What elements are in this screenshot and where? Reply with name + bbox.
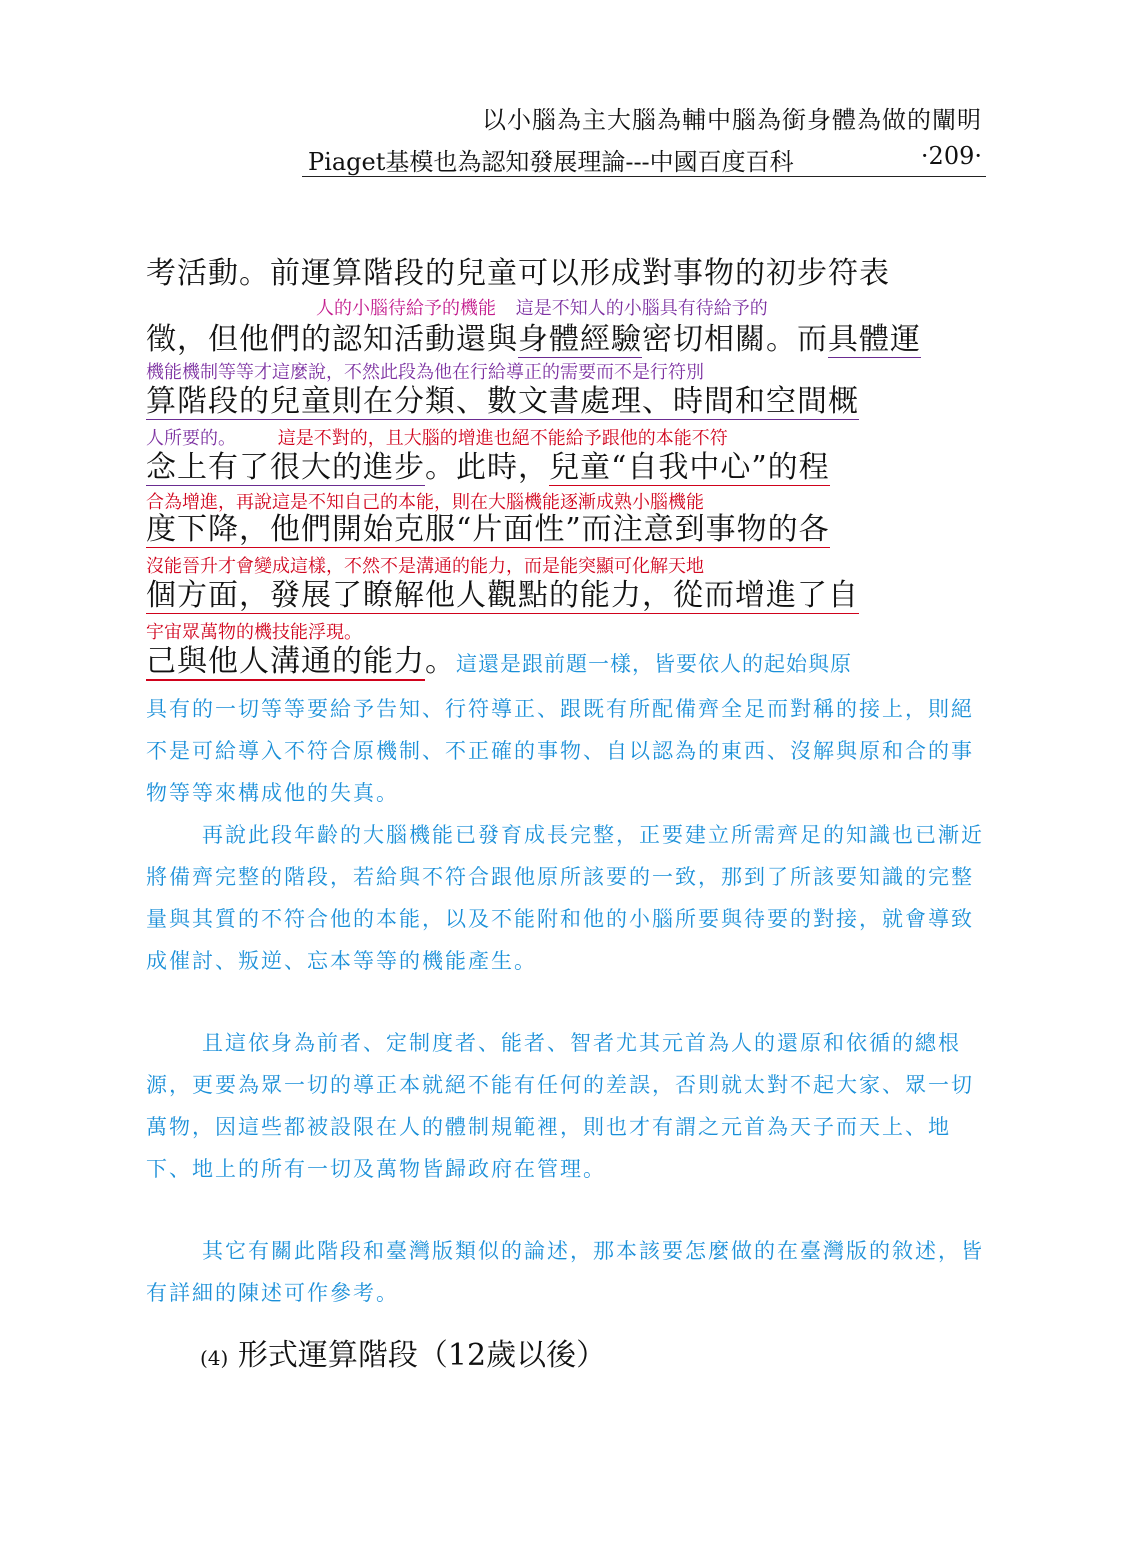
section-heading (200, 1330, 606, 1374)
running-header-subtitle (302, 142, 986, 177)
commentary-paragraph-4: 其它有關此階段和臺灣版類似的論述，那本該要怎麼做的在臺灣版的敘述，皆有詳細的陳述可作參考。 (146, 1239, 984, 1305)
body-line-7b: 。 (425, 644, 456, 679)
annotation-3a: 人所要的。 (146, 428, 236, 449)
body-line-2b: 身體經驗 (518, 322, 642, 357)
header-subtitle-text: Piaget基模也為認知發展理論---中國百度百科 (308, 148, 794, 176)
body-line-3 (146, 384, 986, 420)
annotation-3b: 這是不對的，且大腦的增進也絕不能給予跟他的本能不符 (277, 428, 728, 449)
body-line-4a: 念上有了很大的進步 (146, 450, 425, 485)
body-line-6-text: 個方面，發展了瞭解他人觀點的能力，從而增進了自 (146, 578, 859, 613)
annotation-line-3 (146, 428, 986, 450)
body-line-4 (146, 450, 986, 486)
annotation-line-6: 宇宙眾萬物的機技能浮現。 (146, 622, 362, 643)
body-line-2a: 徵，但他們的認知活動還與 (146, 322, 518, 357)
body-line-2 (146, 322, 986, 358)
body-line-5-text: 度下降，他們開始克服“片面性”而注意到事物的各 (146, 512, 830, 547)
body-line-2d: 具體運 (828, 322, 921, 357)
section-number: (4) (200, 1346, 229, 1370)
body-line-7c: 這還是跟前題一樣，皆要依人的起始與原 (456, 652, 852, 676)
body-line-4c: 兒童“自我中心”的程 (549, 450, 830, 485)
running-header-title: 以小腦為主大腦為輔中腦為銜身體為做的闡明 (482, 106, 982, 134)
section-title: 形式運算階段（12歲以後） (237, 1338, 607, 1373)
commentary-paragraph-3: 且這依身為前者、定制度者、能者、智者尤其元首為人的還原和依循的總根源，更要為眾一切的導正本就絕不能有任何的差誤，否則就太對不起大家、眾一切萬物，因這些都被設限在人的體制規範裡，則也才有謂之元首為天子而天上、地下、地上的所有一切及萬物皆歸政府在管理。 (146, 1031, 974, 1181)
commentary-paragraph-1: 具有的一切等等要給予告知、行符導正、跟既有所配備齊全足而對稱的接上，則絕不是可給導入不符合原機制、不正確的事物、自以認為的東西、沒解與原和合的事物等等來構成他的失真。 (146, 697, 974, 805)
page-number: ·209· (920, 142, 982, 170)
body-line-7 (146, 644, 986, 682)
annotation-1a: 人的小腦待給予的機能 (316, 298, 496, 319)
body-line-7a: 己與他人溝通的能力 (146, 644, 425, 679)
annotation-line-2: 機能機制等等才這麼說，不然此段為他在行給導正的需要而不是行符別 (146, 362, 704, 383)
body-line-4b: 。此時， (425, 450, 549, 485)
annotation-line-4: 合為增進，再說這是不知自己的本能，則在大腦機能逐漸成熟小腦機能 (146, 492, 704, 513)
body-line-2c: 密切相關。而 (642, 322, 828, 357)
body-line-5 (146, 512, 986, 548)
body-line-6 (146, 578, 986, 614)
annotation-line-1 (146, 298, 986, 320)
annotation-line-5: 沒能晉升才會變成這樣，不然不是溝通的能力，而是能突顯可化解天地 (146, 556, 704, 577)
annotation-1b: 這是不知人的小腦具有待給予的 (515, 298, 768, 319)
body-line-3-text: 算階段的兒童則在分類、數文書處理、時間和空間概 (146, 384, 859, 419)
body-line-1: 考活動。前運算階段的兒童可以形成對事物的初步符表 (146, 256, 890, 291)
commentary-paragraph-2: 再說此段年齡的大腦機能已發育成長完整，正要建立所需齊足的知識也已漸近將備齊完整的階段，若給與不符合跟他原所該要的一致，那到了所該要知識的完整量與其質的不符合他的本能，以及不能附和他的小腦所要與待要的對接，就會導致成催討、叛逆、忘本等等的機能產生。 (146, 823, 984, 973)
